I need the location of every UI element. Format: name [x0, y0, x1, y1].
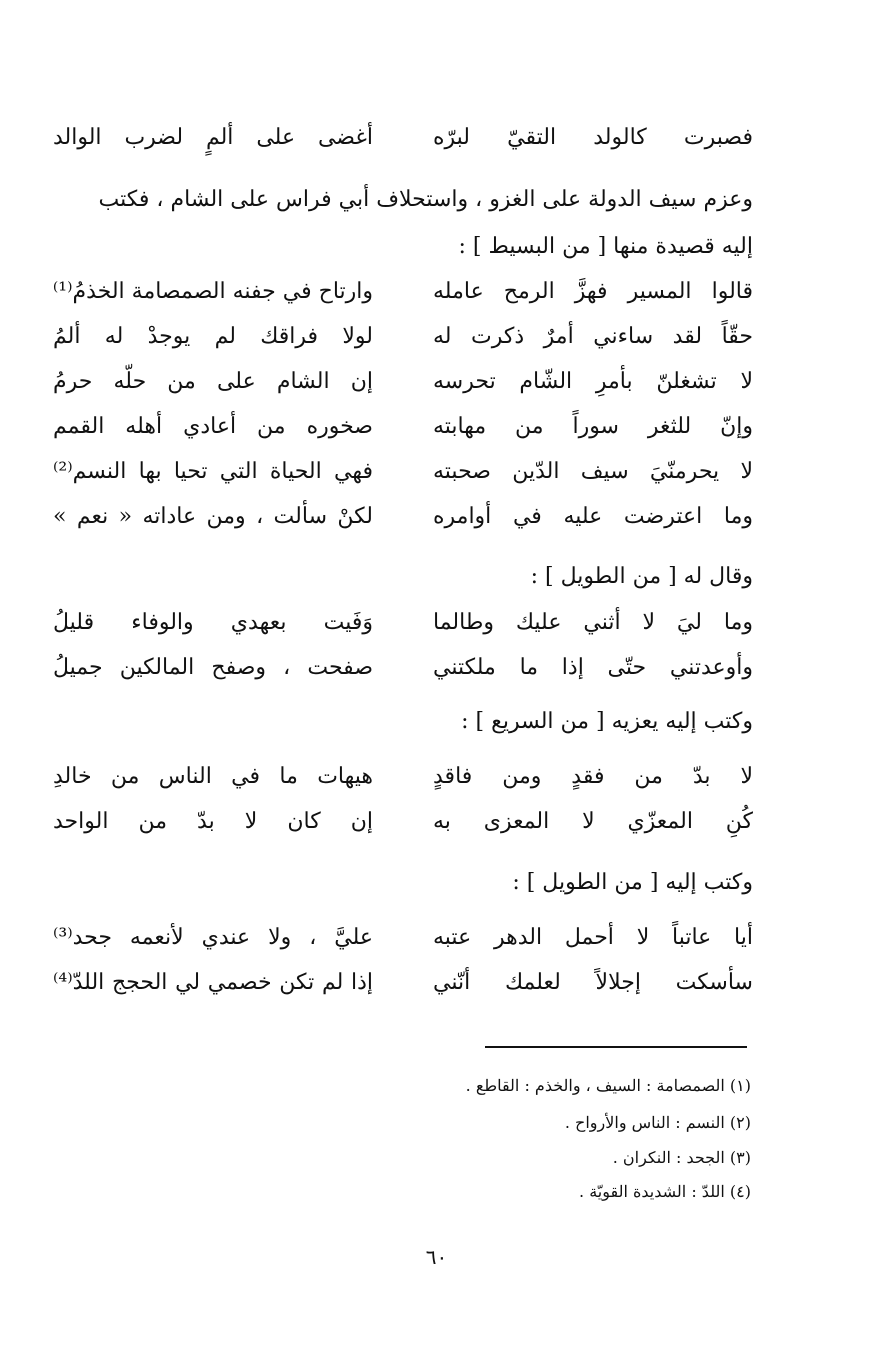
- verse-line: [53, 963, 753, 1003]
- verse-line: [53, 118, 753, 158]
- hemistich-right: أيا عاتباً لا أحمل الدهر عتبه: [433, 925, 753, 950]
- prose-line: وقال له [ من الطويل ] :: [530, 564, 753, 589]
- footnote: (٣) الجحد : النكران .: [612, 1148, 751, 1167]
- hemistich-left: لكنْ سألت ، ومن عاداته « نعم »: [53, 504, 373, 529]
- verse-line: [53, 648, 753, 688]
- hemistich-left: فهي الحياة التي تحيا بها النسم⁽²⁾: [53, 459, 373, 484]
- hemistich-left: وارتاح في جفنه الصمصامة الخذمُ⁽¹⁾: [52, 279, 373, 304]
- verse-line: [53, 497, 753, 537]
- hemistich-right: وما اعترضت عليه في أوامره: [433, 504, 753, 529]
- hemistich-right: سأسكت إجلالاً لعلمك أنّني: [433, 970, 753, 995]
- hemistich-left: أغضى على ألمٍ لضرب الوالد: [53, 125, 373, 150]
- hemistich-right: وأوعدتني حتّى إذا ما ملكتني: [433, 655, 753, 680]
- verse-line: [53, 272, 753, 312]
- prose-line: وكتب إليه [ من الطويل ] :: [512, 870, 753, 895]
- verse-line: [53, 603, 753, 643]
- footnote: (٤) اللدّ : الشديدة القويّة .: [579, 1182, 751, 1201]
- verse-line: [53, 918, 753, 958]
- footnote-divider: [485, 1046, 747, 1048]
- hemistich-right: لا تشغلنّ بأمرِ الشّام تحرسه: [433, 369, 753, 394]
- hemistich-left: لولا فراقك لم يوجدْ له ألمُ: [53, 324, 373, 349]
- hemistich-left: صخوره من أعادي أهله القمم: [53, 414, 373, 439]
- hemistich-left: إن الشام على من حلّه حرمُ: [53, 369, 373, 394]
- hemistich-right: كُنِ المعزّي لا المعزى به: [433, 809, 753, 834]
- hemistich-left: صفحت ، وصفح المالكين جميلُ: [53, 655, 373, 680]
- hemistich-right: فصبرت كالولد التقيّ لبرّه: [433, 125, 753, 150]
- footnote: (١) الصمصامة : السيف ، والخذم : القاطع .: [465, 1076, 751, 1095]
- hemistich-left: إن كان لا بدّ من الواحد: [53, 809, 373, 834]
- verse-line: [53, 317, 753, 357]
- page-number: ٦٠: [425, 1245, 448, 1269]
- hemistich-right: وما ليَ لا أثني عليك وطالما: [433, 610, 753, 635]
- verse-line: [53, 757, 753, 797]
- hemistich-left: إذا لم تكن خصمي لي الحجج اللدّ⁽⁴⁾: [53, 970, 373, 995]
- hemistich-right: وإنّ للثغر سوراً من مهابته: [433, 414, 753, 439]
- footnote: (٢) النسم : الناس والأرواح .: [564, 1113, 751, 1132]
- verse-line: [53, 452, 753, 492]
- prose-line: إليه قصيدة منها [ من البسيط ] :: [458, 234, 753, 259]
- hemistich-left: عليَّ ، ولا عندي لأنعمه جحد⁽³⁾: [53, 925, 373, 950]
- hemistich-right: لا بدّ من فقدٍ ومن فاقدٍ: [433, 764, 753, 789]
- verse-line: [53, 407, 753, 447]
- verse-line: [53, 802, 753, 842]
- hemistich-right: قالوا المسير فهزَّ الرمح عامله: [433, 279, 753, 304]
- prose-line: وعزم سيف الدولة على الغزو ، واستحلاف أبي فراس على الشام ، فكتب: [98, 187, 753, 212]
- verse-line: [53, 362, 753, 402]
- hemistich-left: هيهات ما في الناس من خالدِ: [53, 764, 373, 789]
- prose-line: وكتب إليه يعزيه [ من السريع ] :: [461, 709, 753, 734]
- hemistich-left: وَفَيت بعهدي والوفاء قليلُ: [53, 610, 373, 635]
- hemistich-right: حقّاً لقد ساءني أمرٌ ذكرت له: [433, 324, 753, 349]
- hemistich-right: لا يحرمنّيَ سيف الدّين صحبته: [433, 459, 753, 484]
